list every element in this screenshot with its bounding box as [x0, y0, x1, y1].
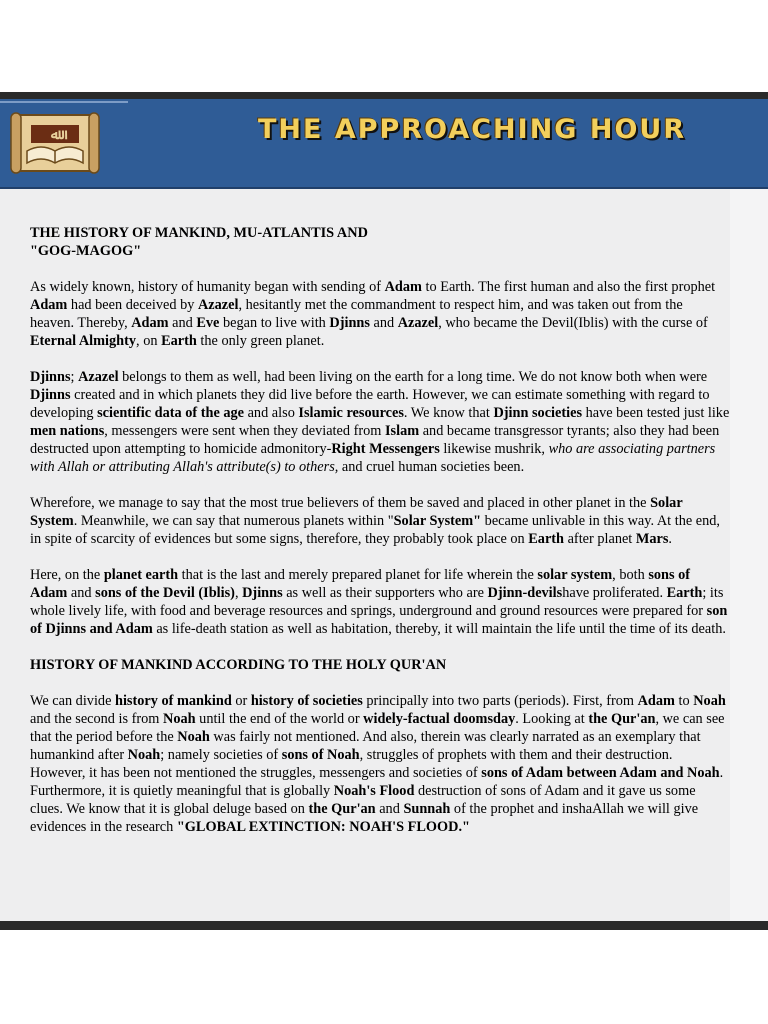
bold-term: son of Djinns and Adam	[30, 603, 728, 637]
bold-term: Adam	[131, 315, 169, 331]
banner-accent-line	[0, 101, 128, 103]
text-run: Wherefore, we manage to say that the most true believers of them be saved and placed in other planet in the	[30, 495, 651, 511]
bold-term: sons of Adam between Adam and Noah	[481, 765, 720, 781]
text-run: the only green planet.	[196, 333, 325, 349]
bold-term: sons of the Devil (Iblis)	[95, 585, 235, 601]
text-run: .	[668, 531, 672, 547]
bold-term: Djinns	[30, 387, 71, 403]
text-run: or	[231, 693, 251, 709]
text-run: of the prophet and inshaAllah we will give evidences in the research	[30, 801, 699, 835]
article-heading-1	[30, 224, 730, 260]
text-run: principally into two parts (periods). First, from	[362, 693, 638, 709]
bold-term: sons of Adam	[30, 567, 691, 601]
text-run: as well as their supporters who are	[282, 585, 488, 601]
bold-term: planet earth	[103, 567, 179, 583]
bold-term: Eve	[196, 315, 220, 331]
bold-term: Azazel	[397, 315, 439, 331]
bold-term: Islamic resources	[298, 405, 404, 421]
text-run: and	[375, 801, 404, 817]
bold-term: Noah	[177, 729, 210, 745]
bold-term: "GLOBAL EXTINCTION: NOAH'S FLOOD."	[176, 819, 470, 835]
bold-term: solar system	[537, 567, 613, 583]
bold-term: Right Messengers	[331, 441, 440, 457]
bold-term: Earth	[528, 531, 565, 547]
text-run: , we can see that the period before the	[30, 711, 725, 745]
bold-term: Eternal Almighty	[30, 333, 137, 349]
italic-text: who are associating partners with Allah or attributing Allah's attribute(s) to others,	[30, 441, 716, 475]
text-run: . Furthermore, it is quietly meaningful that is globally	[30, 765, 724, 799]
bold-term: men nations	[30, 423, 105, 439]
bold-term: Sunnah	[403, 801, 451, 817]
text-run: , messengers were sent when they deviated from	[104, 423, 385, 439]
text-run: and the second is from	[30, 711, 164, 727]
bold-term: Earth	[161, 333, 197, 349]
right-margin-strip	[730, 189, 768, 921]
text-run: ,	[234, 585, 243, 601]
paragraph-3	[30, 494, 730, 548]
text-run: ; namely societies of	[160, 747, 282, 763]
text-run: and cruel human societies been.	[338, 459, 525, 475]
text-run: and	[168, 315, 197, 331]
article-heading-2: HISTORY OF MANKIND ACCORDING TO THE HOLY QUR'AN	[30, 657, 447, 673]
text-run: , on	[136, 333, 162, 349]
text-run: We can divide	[30, 693, 115, 709]
text-run: was fairly not mentioned. And also, therein was clearly narrated as an exemplary that humankind after	[30, 729, 701, 763]
text-run: created and in which planets they did live before the earth. However, we can estimate something with regard to developing	[30, 387, 710, 421]
heading-1-line-2: "GOG-MAGOG"	[30, 243, 142, 259]
text-run: ; its whole lively life, with food and beverage resources and springs, underground and ground resources were prepared for	[30, 585, 724, 619]
text-run: . Meanwhile, we can say that numerous planets within "	[73, 513, 394, 529]
paragraph-2	[30, 368, 730, 476]
text-run: . We know that	[403, 405, 494, 421]
bold-term: scientific data of the age	[97, 405, 245, 421]
paragraph-4	[30, 566, 730, 638]
bold-term: history of mankind	[115, 693, 232, 709]
text-run: . Looking at	[515, 711, 589, 727]
paragraph-5	[30, 692, 730, 836]
bold-term: Djinns	[30, 369, 71, 385]
bold-term: Solar System"	[393, 513, 482, 529]
bold-term: Djinns	[329, 315, 370, 331]
svg-text:ﷲ: ﷲ	[50, 127, 60, 143]
bold-term: Djinns	[242, 585, 283, 601]
bold-term: sons of Noah	[281, 747, 360, 763]
bold-term: Noah	[693, 693, 726, 709]
text-run: As widely known, history of humanity began with sending of	[30, 279, 385, 295]
bold-term: Solar System	[30, 495, 683, 529]
text-run: until the end of the world or	[195, 711, 364, 727]
bold-term: Adam	[384, 279, 422, 295]
text-run: have been tested just like	[582, 405, 730, 421]
text-run: as life-death station as well as habitation, thereby, it will maintain the life until the time of its death.	[152, 621, 726, 637]
text-run: , struggles of prophets with them and their destruction. However, it has been not mentioned the struggles, messengers and societies of	[30, 747, 673, 781]
heading-1-line-1: THE HISTORY OF MANKIND, MU-ATLANTIS AND	[30, 225, 368, 241]
bold-term: Azazel	[197, 297, 239, 313]
text-run: and also	[244, 405, 299, 421]
text-run: , who became the Devil(Iblis) with the curse of	[438, 315, 708, 331]
text-run: that is the last and merely prepared planet for life wherein the	[178, 567, 538, 583]
bold-term: Noah	[127, 747, 161, 763]
bold-term: Noah's Flood	[333, 783, 415, 799]
top-border	[0, 92, 768, 99]
text-run: to Earth. The first human and also the first prophet	[421, 279, 716, 295]
text-run: had been deceived by	[67, 297, 198, 313]
site-title: THE APPROACHING HOUR	[258, 114, 687, 145]
text-run: Here, on the	[30, 567, 104, 583]
bold-term: Djinn societies	[493, 405, 583, 421]
text-run: after planet	[564, 531, 636, 547]
text-run: began to live with	[219, 315, 330, 331]
text-run: , hesitantly met the commandment to respect him, and was taken out from the heaven. Thereby,	[30, 297, 683, 331]
text-run: likewise mushrik,	[439, 441, 549, 457]
bold-term: Islam	[384, 423, 420, 439]
text-run: and	[67, 585, 96, 601]
bold-term: widely-factual doomsday	[363, 711, 516, 727]
text-run: ;	[70, 369, 79, 385]
paragraph-1	[30, 278, 730, 350]
text-run: and became transgressor tyrants; also they had been destructed upon attempting to homicide admonitory-	[30, 423, 720, 457]
bold-term: Noah	[163, 711, 196, 727]
text-run: destruction of sons of Adam and it gave us some clues. We know that it is global deluge based on	[30, 783, 696, 817]
text-run: to	[674, 693, 694, 709]
bottom-border	[0, 921, 768, 930]
bold-term: history of societies	[250, 693, 363, 709]
text-run: belongs to them as well, had been living on the earth for a long time. We do not know both when were	[118, 369, 708, 385]
article	[30, 224, 730, 836]
open-book-scroll-icon[interactable]	[9, 111, 101, 175]
bold-term: Adam	[637, 693, 675, 709]
bold-term: the Qur'an	[308, 801, 376, 817]
bold-term: Azazel	[78, 369, 119, 385]
text-run: have proliferated.	[562, 585, 667, 601]
bold-term: Djinn-devils	[487, 585, 563, 601]
bold-term: Adam	[30, 297, 68, 313]
text-run: and	[369, 315, 398, 331]
text-run: became unlivable in this way. At the end, in spite of scarcity of evidences but some signs, therefore, they probably took place on	[30, 513, 720, 547]
bold-term: the Qur'an	[588, 711, 656, 727]
text-run: , both	[612, 567, 649, 583]
bold-term: Mars	[635, 531, 669, 547]
bold-term: Earth	[666, 585, 703, 601]
